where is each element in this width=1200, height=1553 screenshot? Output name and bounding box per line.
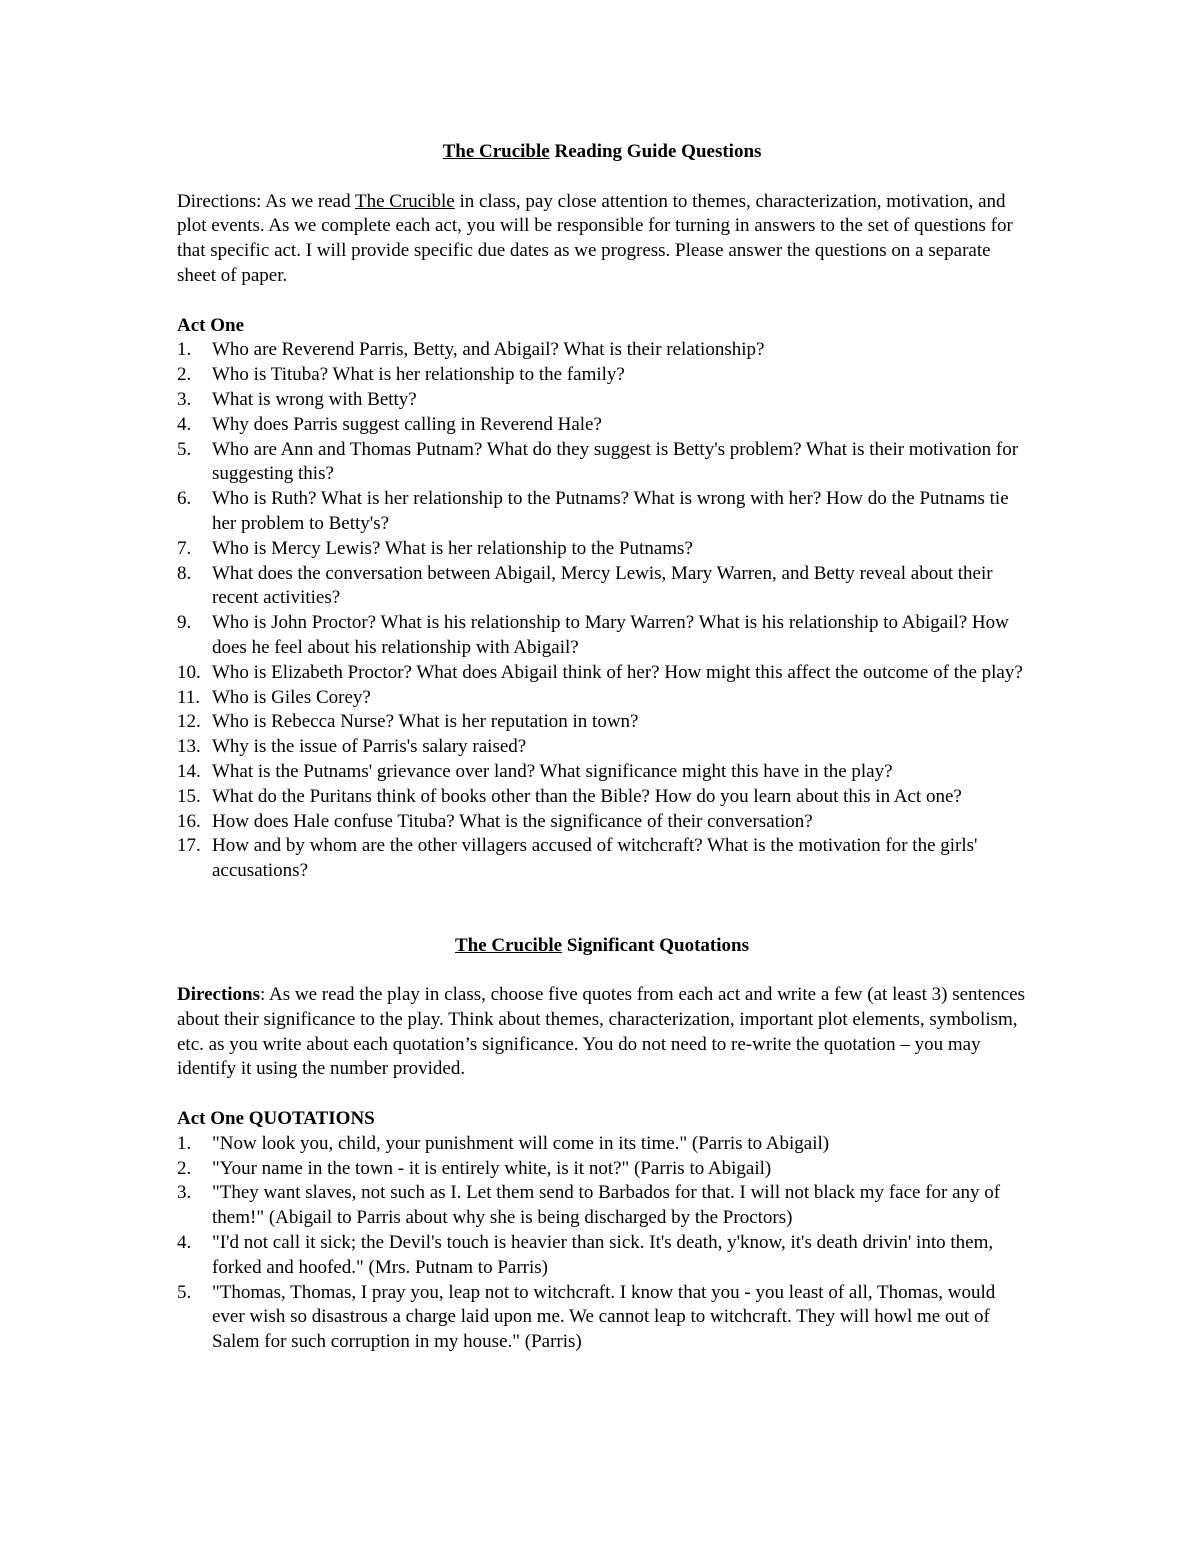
item-number: 14. bbox=[177, 760, 201, 782]
item-number: 17. bbox=[177, 835, 201, 857]
act-one-heading: Act One bbox=[177, 314, 245, 336]
act-one-questions-list bbox=[177, 338, 1027, 884]
list-item bbox=[177, 388, 1027, 413]
list-item bbox=[177, 1181, 1027, 1231]
list-item bbox=[177, 686, 1027, 711]
list-item bbox=[177, 710, 1027, 735]
item-number: 16. bbox=[177, 810, 201, 832]
item-text: Who is Tituba? What is her relationship to the family? bbox=[212, 364, 625, 386]
item-text: Who is John Proctor? What is his relationship to Mary Warren? What is his relationship to Abigail? How does he feel about his relationship with Abigail? bbox=[212, 612, 1009, 658]
item-text: "I'd not call it sick; the Devil's touch is heavier than sick. It's death, y'know, it's death drivin' into them, forked and hoofed." (Mrs. Putnam to Parris) bbox=[212, 1232, 994, 1278]
item-number: 3. bbox=[177, 388, 192, 410]
title-suffix: Reading Guide Questions bbox=[549, 141, 762, 162]
item-number: 12. bbox=[177, 711, 201, 733]
item-number: 13. bbox=[177, 736, 201, 758]
directions-body: in class, pay close attention to themes, characterization, motivation, and plot events. As we complete each act, you will be responsible for turning in answers to the set of questions for that specific act. I will provide specific due dates as we progress. Please answer the questions on a separate sheet of paper. bbox=[177, 190, 1013, 286]
item-text: Why is the issue of Parris's salary raised? bbox=[212, 736, 527, 758]
list-item bbox=[177, 760, 1027, 785]
list-item bbox=[177, 735, 1027, 760]
list-item bbox=[177, 1132, 1027, 1157]
item-number: 4. bbox=[177, 1232, 192, 1254]
item-text: What is wrong with Betty? bbox=[212, 388, 417, 410]
list-item bbox=[177, 363, 1027, 388]
directions-book-name: The Crucible bbox=[355, 190, 455, 212]
item-text: What do the Puritans think of books other than the Bible? How do you learn about this in Act one? bbox=[212, 785, 962, 807]
list-item bbox=[177, 661, 1027, 686]
item-text: How does Hale confuse Tituba? What is the significance of their conversation? bbox=[212, 810, 813, 832]
reading-guide-title bbox=[177, 140, 1027, 165]
list-item bbox=[177, 487, 1027, 537]
act-one-quotations-heading: Act One QUOTATIONS bbox=[177, 1108, 375, 1130]
item-number: 5. bbox=[177, 1281, 192, 1303]
item-number: 15. bbox=[177, 785, 201, 807]
title-book-name: The Crucible bbox=[454, 934, 563, 956]
quotations-directions bbox=[177, 983, 1027, 1082]
item-number: 4. bbox=[177, 413, 192, 435]
item-text: "They want slaves, not such as I. Let them send to Barbados for that. I will not black my face for any of them!" (Abigail to Parris about why she is being discharged by the Proctors) bbox=[212, 1182, 1001, 1229]
item-number: 10. bbox=[177, 661, 201, 683]
list-item bbox=[177, 1281, 1027, 1355]
item-text: Who is Elizabeth Proctor? What does Abigail think of her? How might this affect the outcome of the play? bbox=[212, 661, 1023, 683]
item-text: What does the conversation between Abigail, Mercy Lewis, Mary Warren, and Betty reveal about their recent activities? bbox=[212, 562, 993, 609]
item-text: Why does Parris suggest calling in Reverend Hale? bbox=[212, 413, 602, 435]
item-number: 1. bbox=[177, 1132, 192, 1154]
item-number: 6. bbox=[177, 488, 192, 510]
list-item bbox=[177, 834, 1027, 884]
list-item bbox=[177, 785, 1027, 810]
document-page bbox=[177, 140, 1027, 1355]
list-item bbox=[177, 537, 1027, 562]
list-item bbox=[177, 562, 1027, 612]
item-text: Who is Giles Corey? bbox=[212, 686, 371, 708]
item-text: What is the Putnams' grievance over land? What significance might this have in the play? bbox=[212, 760, 893, 782]
list-item bbox=[177, 338, 1027, 363]
list-item bbox=[177, 413, 1027, 438]
item-text: How and by whom are the other villagers accused of witchcraft? What is the motivation for the girls' accusations? bbox=[212, 835, 978, 882]
item-number: 1. bbox=[177, 339, 192, 361]
item-text: "Now look you, child, your punishment will come in its time." (Parris to Abigail) bbox=[212, 1132, 830, 1154]
list-item bbox=[177, 1157, 1027, 1182]
item-number: 11. bbox=[177, 686, 201, 708]
item-number: 7. bbox=[177, 537, 192, 559]
item-number: 2. bbox=[177, 1157, 192, 1179]
reading-guide-directions bbox=[177, 190, 1027, 289]
item-number: 5. bbox=[177, 438, 192, 460]
item-number: 8. bbox=[177, 562, 192, 584]
item-text: "Your name in the town - it is entirely white, is it not?" (Parris to Abigail) bbox=[212, 1157, 772, 1179]
directions-label: Directions bbox=[177, 984, 261, 1006]
item-text: Who is Ruth? What is her relationship to the Putnams? What is wrong with her? How do the Putnams tie her problem to Betty's? bbox=[212, 488, 1009, 534]
item-text: Who are Reverend Parris, Betty, and Abigail? What is their relationship? bbox=[212, 339, 765, 361]
item-number: 9. bbox=[177, 612, 192, 634]
act-one-quotations-list bbox=[177, 1132, 1027, 1355]
directions-prefix: Directions: As we read bbox=[177, 190, 355, 212]
directions-body: : As we read the play in class, choose five quotes from each act and write a few (at least 3) sentences about their significance to the play. Think about themes, characterization, important plot elements, symbolism, etc. as you write about each quotation’s significance. You do not need to re-write the quotation – you may identify it using the number provided. bbox=[177, 984, 1026, 1080]
quotations-title bbox=[177, 934, 1027, 959]
item-text: Who is Rebecca Nurse? What is her reputation in town? bbox=[212, 711, 639, 733]
list-item bbox=[177, 1231, 1027, 1281]
item-text: Who is Mercy Lewis? What is her relationship to the Putnams? bbox=[212, 537, 693, 559]
item-text: "Thomas, Thomas, I pray you, leap not to witchcraft. I know that you - you least of all, Thomas, would ever wish so disastrous a charge laid upon me. We cannot leap to witchcraft. They will howl me out of Salem for such corruption in my house." (Parris) bbox=[212, 1281, 996, 1353]
list-item bbox=[177, 810, 1027, 835]
item-number: 2. bbox=[177, 364, 192, 386]
item-text: Who are Ann and Thomas Putnam? What do they suggest is Betty's problem? What is their motivation for suggesting this? bbox=[212, 438, 1019, 485]
item-number: 3. bbox=[177, 1182, 192, 1204]
title-book-name: The Crucible bbox=[442, 141, 550, 162]
list-item bbox=[177, 611, 1027, 661]
title-suffix: Significant Quotations bbox=[562, 934, 749, 956]
list-item bbox=[177, 438, 1027, 488]
